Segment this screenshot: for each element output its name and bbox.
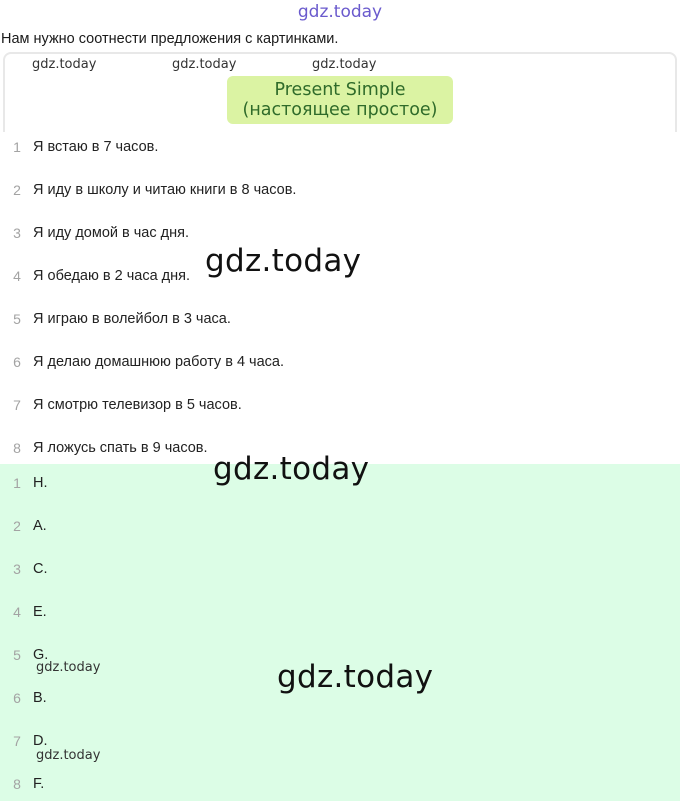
answer-letter: C. [33,561,48,577]
item-text: Я иду домой в час дня. [33,225,190,241]
item-number: 7 [13,733,21,749]
answer-letter: F. [33,776,45,792]
item-number: 3 [13,225,21,241]
item-text: Я иду в школу и читаю книги в 8 часов. [33,182,297,198]
item-text: Я встаю в 7 часов. [33,139,159,155]
watermark-text: gdz.today [32,57,97,72]
site-logo[interactable]: gdz.today [297,2,383,22]
watermark-text: gdz.today [36,748,101,763]
item-number: 6 [13,354,21,370]
item-number: 8 [13,440,21,456]
answer-letter: A. [33,518,47,534]
item-number: 1 [13,139,21,155]
watermark-text: gdz.today [312,57,377,72]
item-number: 8 [13,776,21,792]
watermark-text: gdz.today [205,243,362,279]
answer-letter: G. [33,647,49,663]
instruction-text: Нам нужно соотнести предложения с картинками. [1,31,339,47]
topic-title: Present Simple [274,80,406,100]
item-text: Я делаю домашнюю работу в 4 часа. [33,354,284,370]
item-text: Я обедаю в 2 часа дня. [33,268,191,284]
answer-letter: B. [33,690,47,706]
topic-title-pill [227,76,453,124]
answer-letter: E. [33,604,47,620]
item-number: 2 [13,182,21,198]
item-number: 5 [13,311,21,327]
topic-subtitle: (настоящее простое) [242,100,438,120]
answers-section [0,464,680,801]
answer-letter: D. [33,733,48,749]
item-text: Я играю в волейбол в 3 часа. [33,311,231,327]
answer-letter: H. [33,475,48,491]
watermark-text: gdz.today [213,451,370,487]
item-number: 4 [13,604,21,620]
item-number: 1 [13,475,21,491]
item-text: Я смотрю телевизор в 5 часов. [33,397,242,413]
item-number: 3 [13,561,21,577]
watermark-text: gdz.today [36,660,101,675]
item-text: Я ложусь спать в 9 часов. [33,440,208,456]
item-number: 7 [13,397,21,413]
item-number: 2 [13,518,21,534]
item-number: 5 [13,647,21,663]
watermark-text: gdz.today [172,57,237,72]
watermark-text: gdz.today [277,659,434,695]
item-number: 6 [13,690,21,706]
item-number: 4 [13,268,21,284]
